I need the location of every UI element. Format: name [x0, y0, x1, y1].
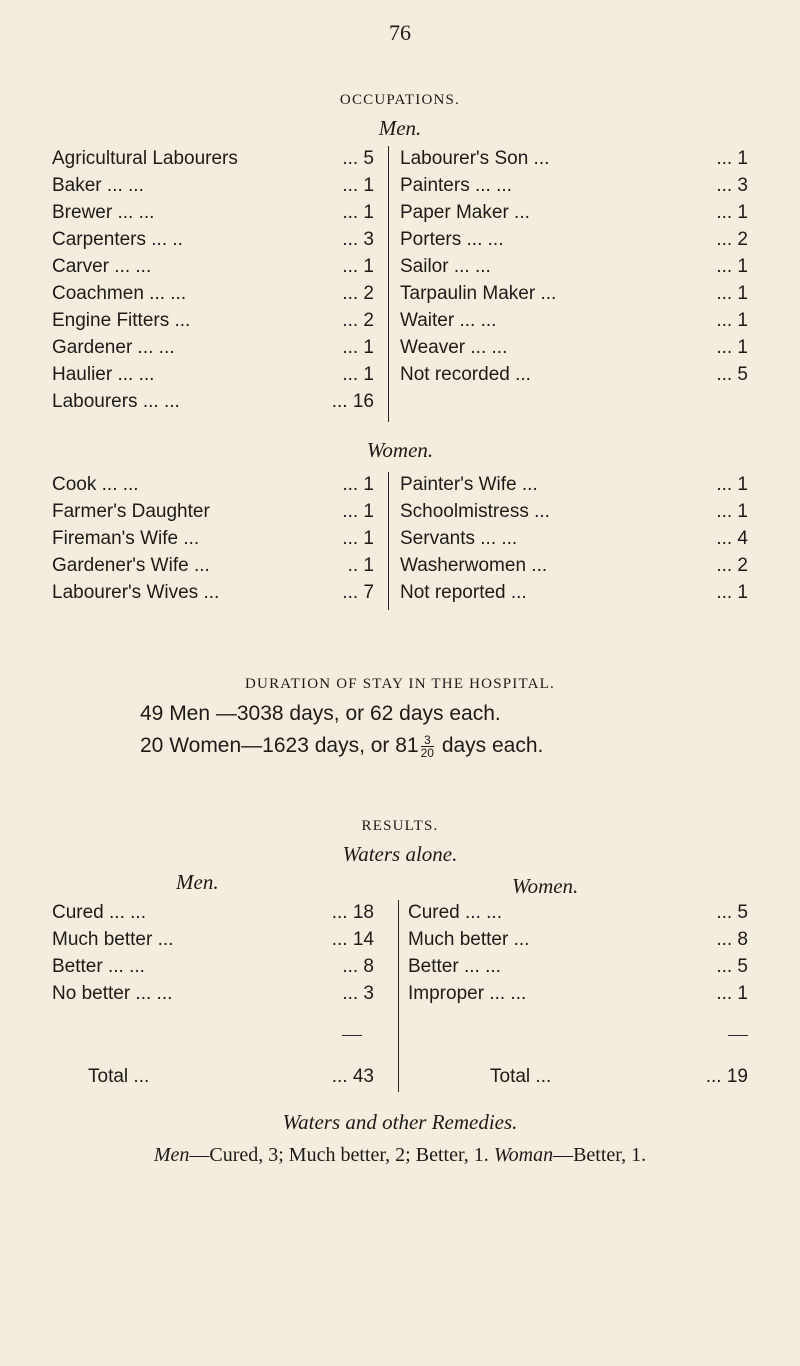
- other-remedies-line: [0, 1144, 800, 1167]
- result-count: ... 3: [342, 983, 374, 1004]
- waters-alone-heading: Waters alone.: [342, 842, 458, 866]
- list-item: [52, 929, 374, 956]
- occupation-count: ... 5: [342, 148, 374, 169]
- total-label: Total ...: [490, 1066, 552, 1087]
- column-divider: [398, 900, 399, 1092]
- occupation-name: Fireman's Wife ...: [52, 528, 200, 549]
- list-item: [400, 310, 748, 337]
- result-count: ... 14: [331, 929, 374, 950]
- list-item: [52, 229, 374, 256]
- occupation-name: Engine Fitters ...: [52, 310, 191, 331]
- occupation-count: ... 3: [342, 229, 374, 250]
- result-name: Better ... ...: [408, 956, 501, 977]
- occupation-count: ... 1: [342, 256, 374, 277]
- sum-rule-women: [728, 1035, 748, 1036]
- occupation-name: Labourers ... ...: [52, 391, 180, 412]
- duration-women-text-b: days each.: [441, 734, 544, 758]
- list-item: [400, 256, 748, 283]
- occupation-count: ... 1: [716, 582, 748, 603]
- occupation-count: ... 16: [331, 391, 374, 412]
- occupation-count: ... 2: [342, 283, 374, 304]
- occupation-name: Washerwomen ...: [400, 555, 548, 576]
- occupation-count: ... 1: [716, 501, 748, 522]
- occupation-count: ... 2: [716, 555, 748, 576]
- result-count: ... 5: [716, 902, 748, 923]
- results-women-total: [490, 1066, 748, 1088]
- occupation-count: ... 1: [716, 474, 748, 495]
- result-name: Improper ... ...: [408, 983, 527, 1004]
- occupation-name: Cook ... ...: [52, 474, 139, 495]
- list-item: [400, 148, 748, 175]
- occupation-count: ... 4: [716, 528, 748, 549]
- list-item: [408, 956, 748, 983]
- duration-women-text-a: 20 Women—1623 days, or 81: [140, 734, 419, 758]
- men-occupations-left: [52, 148, 374, 418]
- occupation-count: ... 1: [342, 175, 374, 196]
- results-heading: RESULTS.: [361, 818, 439, 834]
- result-name: Much better ...: [52, 929, 174, 950]
- occupation-name: Coachmen ... ...: [52, 283, 187, 304]
- results-men-list: [52, 902, 374, 1010]
- occupation-name: Labourer's Son ...: [400, 148, 550, 169]
- occupation-name: Painter's Wife ...: [400, 474, 538, 495]
- other-remedies-heading: Waters and other Remedies.: [282, 1110, 518, 1134]
- total-count: ... 43: [331, 1066, 374, 1087]
- list-item: [52, 528, 374, 555]
- woman-remedies-text: —Better, 1.: [553, 1144, 647, 1166]
- list-item: [52, 555, 374, 582]
- column-divider: [388, 146, 389, 422]
- page-number: 76: [389, 20, 411, 45]
- result-name: Much better ...: [408, 929, 530, 950]
- women-occupations-left: [52, 474, 374, 609]
- occupation-count: ... 1: [342, 528, 374, 549]
- occupation-count: ... 7: [342, 582, 374, 603]
- total-label: Total ...: [88, 1066, 150, 1087]
- fraction-numerator: 3: [423, 733, 431, 747]
- result-count: ... 8: [716, 929, 748, 950]
- list-item: [52, 391, 374, 418]
- occupation-count: ... 1: [342, 474, 374, 495]
- results-women-list: [408, 902, 748, 1010]
- list-item: [52, 337, 374, 364]
- occupation-count: ... 1: [716, 148, 748, 169]
- list-item: [400, 175, 748, 202]
- list-item: [400, 528, 748, 555]
- list-item: [52, 148, 374, 175]
- list-item: [400, 283, 748, 310]
- total-count: ... 19: [705, 1066, 748, 1087]
- list-item: [400, 582, 748, 609]
- occupation-count: ... 3: [716, 175, 748, 196]
- list-item: [400, 337, 748, 364]
- list-item: [52, 501, 374, 528]
- list-item: [400, 202, 748, 229]
- result-name: Cured ... ...: [408, 902, 502, 923]
- occupation-name: Schoolmistress ...: [400, 501, 550, 522]
- occupation-name: Haulier ... ...: [52, 364, 155, 385]
- result-count: ... 5: [716, 956, 748, 977]
- occupation-count: ... 1: [342, 364, 374, 385]
- fraction: [421, 734, 434, 759]
- list-item: [400, 474, 748, 501]
- result-name: No better ... ...: [52, 983, 173, 1004]
- list-item: [52, 582, 374, 609]
- occupation-name: Tarpaulin Maker ...: [400, 283, 557, 304]
- occupation-count: ... 1: [716, 337, 748, 358]
- occupation-name: Carpenters ... ..: [52, 229, 183, 250]
- occupation-count: ... 1: [342, 202, 374, 223]
- list-item: [400, 555, 748, 582]
- occupation-count: .. 1: [347, 555, 374, 576]
- men-subheading: Men.: [378, 116, 422, 140]
- occupation-name: Sailor ... ...: [400, 256, 491, 277]
- occupation-name: Not recorded ...: [400, 364, 531, 385]
- list-item: [408, 983, 748, 1010]
- occupation-name: Painters ... ...: [400, 175, 512, 196]
- occupation-count: ... 2: [716, 229, 748, 250]
- occupation-name: Not reported ...: [400, 582, 527, 603]
- result-name: Cured ... ...: [52, 902, 146, 923]
- duration-heading: DURATION OF STAY IN THE HOSPITAL.: [245, 676, 555, 692]
- occupation-count: ... 1: [716, 202, 748, 223]
- occupation-name: Labourer's Wives ...: [52, 582, 220, 603]
- occupation-name: Farmer's Daughter: [52, 501, 210, 522]
- column-divider: [388, 472, 389, 610]
- list-item: [52, 256, 374, 283]
- occupation-name: Servants ... ...: [400, 528, 518, 549]
- occupation-name: Weaver ... ...: [400, 337, 508, 358]
- list-item: [408, 902, 748, 929]
- sum-rule-men: [342, 1035, 362, 1036]
- occupation-name: Paper Maker ...: [400, 202, 530, 223]
- list-item: [52, 283, 374, 310]
- occupation-name: Carver ... ...: [52, 256, 152, 277]
- list-item: [408, 929, 748, 956]
- list-item: [400, 501, 748, 528]
- occupation-count: ... 1: [716, 283, 748, 304]
- results-women-label: Women.: [512, 874, 579, 898]
- list-item: [52, 175, 374, 202]
- women-subheading: Women.: [366, 438, 434, 462]
- duration-women-text: [140, 734, 543, 759]
- occupation-count: ... 2: [342, 310, 374, 331]
- occupation-name: Agricultural Labourers: [52, 148, 238, 169]
- occupation-name: Brewer ... ...: [52, 202, 155, 223]
- results-men-total: [88, 1066, 374, 1088]
- list-item: [52, 956, 374, 983]
- result-name: Better ... ...: [52, 956, 145, 977]
- occupation-count: ... 5: [716, 364, 748, 385]
- occupation-count: ... 1: [716, 310, 748, 331]
- results-men-label: Men.: [176, 870, 219, 894]
- men-occupations-right: [400, 148, 748, 391]
- men-remedies-label: Men: [153, 1144, 190, 1166]
- occupation-name: Baker ... ...: [52, 175, 144, 196]
- result-count: ... 1: [716, 983, 748, 1004]
- list-item: [52, 364, 374, 391]
- occupation-count: ... 1: [342, 501, 374, 522]
- occupation-name: Gardener's Wife ...: [52, 555, 210, 576]
- list-item: [52, 474, 374, 501]
- occupation-name: Waiter ... ...: [400, 310, 497, 331]
- list-item: [52, 983, 374, 1010]
- list-item: [400, 229, 748, 256]
- list-item: [52, 310, 374, 337]
- men-remedies-text: —Cured, 3; Much better, 2; Better, 1.: [189, 1144, 489, 1166]
- result-count: ... 8: [342, 956, 374, 977]
- occupation-count: ... 1: [342, 337, 374, 358]
- result-count: ... 18: [331, 902, 374, 923]
- occupation-count: ... 1: [716, 256, 748, 277]
- occupations-heading: OCCUPATIONS.: [339, 92, 461, 108]
- women-occupations-right: [400, 474, 748, 609]
- occupation-name: Gardener ... ...: [52, 337, 175, 358]
- list-item: [400, 364, 748, 391]
- list-item: [52, 902, 374, 929]
- fraction-denominator: 20: [420, 746, 434, 760]
- occupation-name: Porters ... ...: [400, 229, 504, 250]
- duration-men-text: 49 Men —3038 days, or 62 days each.: [140, 702, 501, 725]
- woman-remedies-label: Woman: [493, 1144, 554, 1166]
- list-item: [52, 202, 374, 229]
